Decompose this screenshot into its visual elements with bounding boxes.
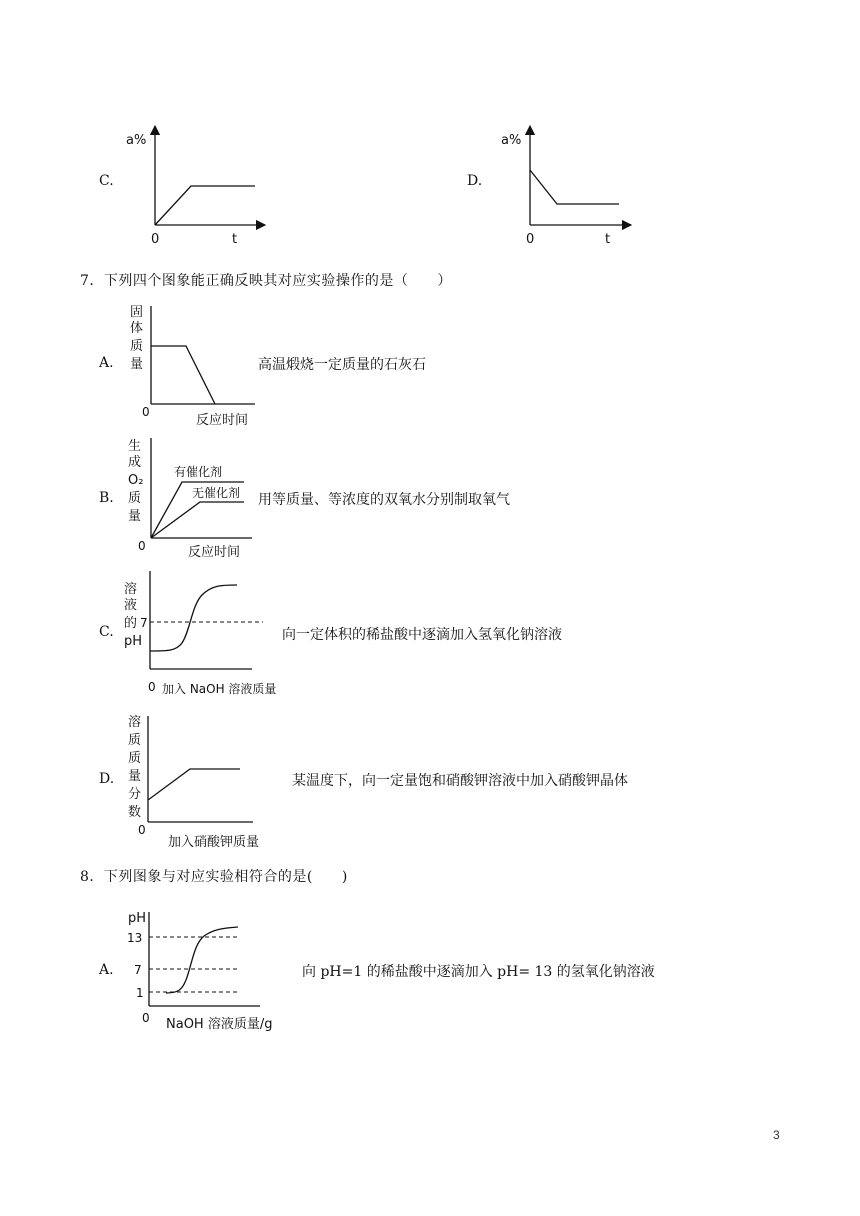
curve — [530, 170, 619, 204]
y-axis-label: a% — [501, 133, 522, 148]
y-axis-label: 生 成 O₂ 质 量 — [128, 439, 144, 524]
origin-label: 0 — [142, 1011, 150, 1025]
ph7-tick-label: 7 — [134, 963, 142, 977]
q8-option-a-label: A. — [99, 962, 114, 978]
q6-option-c-label: C. — [99, 173, 114, 189]
q6-option-d-graph — [495, 125, 635, 250]
origin-label: 0 — [142, 405, 150, 419]
q7-option-d-description: 某温度下，向一定量饱和硝酸钾溶液中加入硝酸钾晶体 — [292, 773, 628, 789]
q7-option-b-description: 用等质量、等浓度的双氧水分别制取氧气 — [258, 492, 510, 508]
curve — [148, 769, 240, 800]
origin-label: 0 — [138, 823, 146, 837]
x-axis-label: t — [605, 232, 611, 247]
curve — [151, 346, 215, 404]
x-axis-label: 反应时间 — [196, 413, 249, 428]
ph13-tick-label: 13 — [127, 931, 143, 945]
x-axis-label: NaOH 溶液质量/g — [166, 1017, 273, 1032]
y-axis-label: pH — [128, 911, 147, 926]
y-axis-label: a% — [126, 133, 147, 148]
q8-option-a-description: 向 pH=1 的稀盐酸中逐滴加入 pH= 13 的氢氧化钠溶液 — [302, 964, 655, 980]
q7-option-a-description: 高温煅烧一定质量的石灰石 — [258, 357, 426, 373]
q6-option-c-graph — [118, 125, 268, 250]
curve-without-catalyst — [151, 502, 244, 538]
ph7-tick-label: 7 — [140, 616, 148, 630]
q7-option-c-label: C. — [99, 624, 114, 640]
q6-option-d-label: D. — [467, 173, 483, 189]
origin-label: 0 — [151, 232, 160, 247]
x-axis-label: 反应时间 — [188, 545, 241, 560]
y-axis-label: 固 体 质 量 — [130, 305, 144, 372]
q7-option-a-label: A. — [99, 355, 114, 371]
origin-label: 0 — [148, 680, 156, 694]
q7-option-d-label: D. — [99, 771, 115, 787]
origin-label: 0 — [138, 539, 146, 553]
x-axis-label: 加入 NaOH 溶液质量 — [162, 682, 277, 696]
q7-option-b-label: B. — [99, 490, 114, 506]
curve-label-without-catalyst: 无催化剂 — [192, 486, 241, 500]
y-axis-label: 溶 质 质 量 分 数 — [128, 715, 142, 820]
page-number: 3 — [773, 1128, 780, 1142]
curve — [155, 186, 255, 225]
q7-option-a-graph — [122, 300, 262, 430]
origin-label: 0 — [526, 232, 535, 247]
y-axis-label: 溶 液 的 pH — [124, 582, 143, 649]
q7-option-c-graph — [118, 565, 288, 703]
curve-label-with-catalyst: 有催化剂 — [174, 465, 223, 479]
q8-stem: 8．下列图象与对应实验相符合的是( ) — [80, 869, 348, 885]
q7-stem: 7．下列四个图象能正确反映其对应实验操作的是（ ） — [80, 273, 452, 289]
x-axis-label: 加入硝酸钾质量 — [168, 835, 260, 850]
q7-option-d-graph — [118, 710, 288, 853]
q7-option-c-description: 向一定体积的稀盐酸中逐滴加入氢氧化钠溶液 — [282, 627, 562, 643]
curve — [150, 585, 237, 651]
q7-option-b-graph — [122, 432, 262, 562]
q8-option-a-graph — [122, 900, 297, 1038]
ph1-tick-label: 1 — [136, 986, 144, 1000]
x-axis-label: t — [232, 232, 238, 247]
